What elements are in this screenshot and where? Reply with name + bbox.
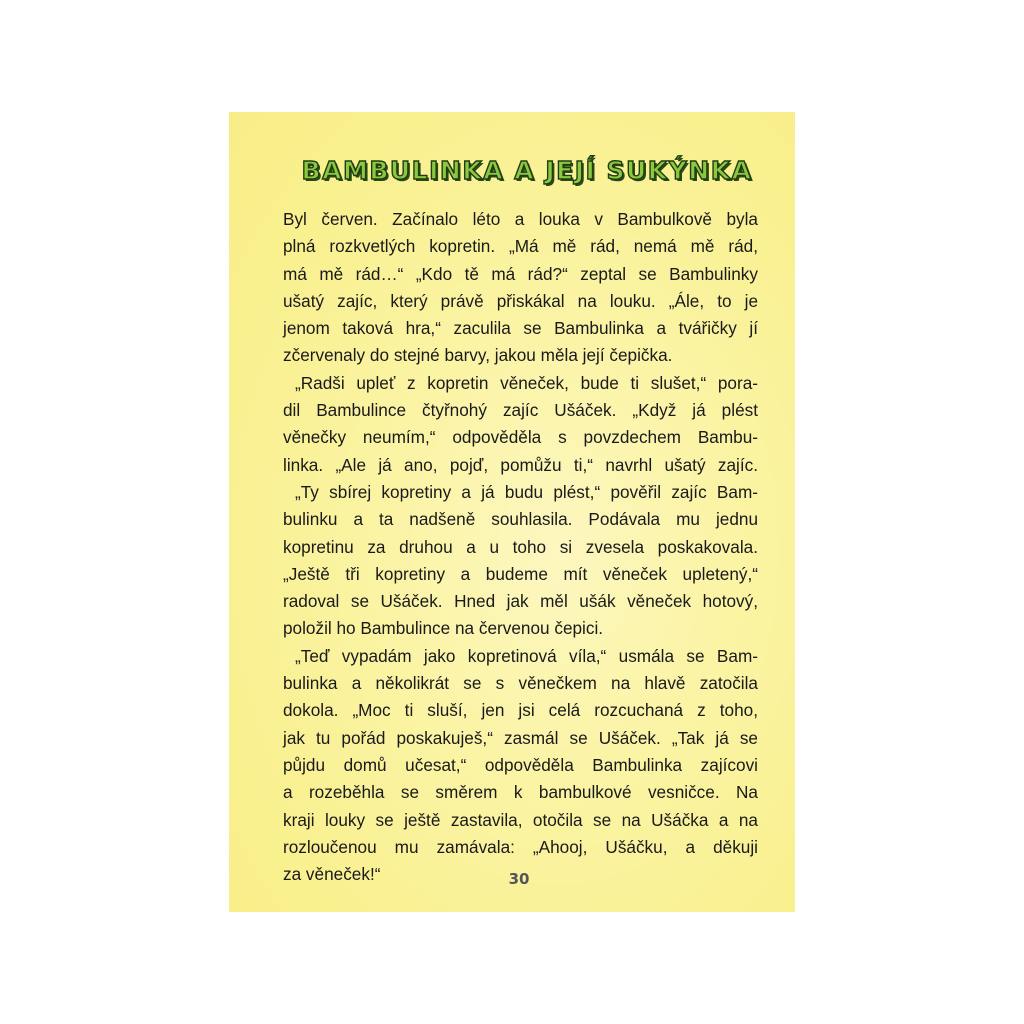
text-line: věnečky neumím,“ odpověděla s povzdechem Bambu- xyxy=(283,427,758,448)
story-title: BAMBULINKA A JEJÍ SUKÝNKA xyxy=(301,156,753,185)
text-line: „Radši upleť z kopretin věneček, bude ti slušet,“ pora- xyxy=(295,372,758,393)
story-text xyxy=(283,206,758,888)
text-line: „Ještě tři kopretiny a budeme mít věneček upletený,“ xyxy=(283,563,758,584)
text-line: zčervenaly do stejné barvy, jakou měla její čepička. xyxy=(283,345,673,366)
text-line: bulinku a ta nadšeně souhlasila. Podávala mu jednu xyxy=(283,509,758,530)
text-line: „Teď vypadám jako kopretinová víla,“ usmála se Bam- xyxy=(295,645,758,666)
text-line: radoval se Ušáček. Hned jak měl ušák věneček hotový, xyxy=(283,591,758,612)
text-line: plná rozkvetlých kopretin. „Má mě rád, nemá mě rád, xyxy=(283,236,758,257)
text-line: jak tu pořád poskakuješ,“ zasmál se Ušáček. „Tak já se xyxy=(283,727,758,748)
text-line: dil Bambulince čtyřnohý zajíc Ušáček. „Když já plést xyxy=(283,400,758,421)
page-number: 30 xyxy=(508,870,530,888)
text-line: kraji louky se ještě zastavila, otočila se na Ušáčka a na xyxy=(283,809,758,830)
text-line: má mě rád…“ „Kdo tě má rád?“ zeptal se Bambulinky xyxy=(283,263,758,284)
text-line: dokola. „Moc ti sluší, jen jsi celá rozcuchaná z toho, xyxy=(283,700,758,721)
text-line: jenom taková hra,“ zaculila se Bambulinka a tvářičky jí xyxy=(283,318,758,339)
text-line: „Ty sbírej kopretiny a já budu plést,“ pověřil zajíc Bam- xyxy=(295,481,758,502)
text-line: ušatý zajíc, který právě přiskákal na louku. „Ále, to je xyxy=(283,290,758,311)
text-line: rozloučenou mu zamávala: „Ahooj, Ušáčku, a děkuji xyxy=(283,836,758,857)
text-line: Byl červen. Začínalo léto a louka v Bambulkově byla xyxy=(283,209,758,229)
text-line: a rozeběhla se směrem k bambulkové vesničce. Na xyxy=(283,782,758,803)
text-line: bulinka a několikrát se s věnečkem na hlavě zatočila xyxy=(283,673,758,694)
book-page xyxy=(229,112,795,912)
text-line: položil ho Bambulince na červenou čepici. xyxy=(283,618,604,639)
text-line: linka. „Ale já ano, pojď, pomůžu ti,“ navrhl ušatý zajíc. xyxy=(283,454,758,475)
text-line: za věneček!“ xyxy=(283,864,381,885)
text-line: půjdu domů učesat,“ odpověděla Bambulinka zajícovi xyxy=(283,754,758,775)
text-line: kopretinu za druhou a u toho si zvesela poskakovala. xyxy=(283,536,758,557)
